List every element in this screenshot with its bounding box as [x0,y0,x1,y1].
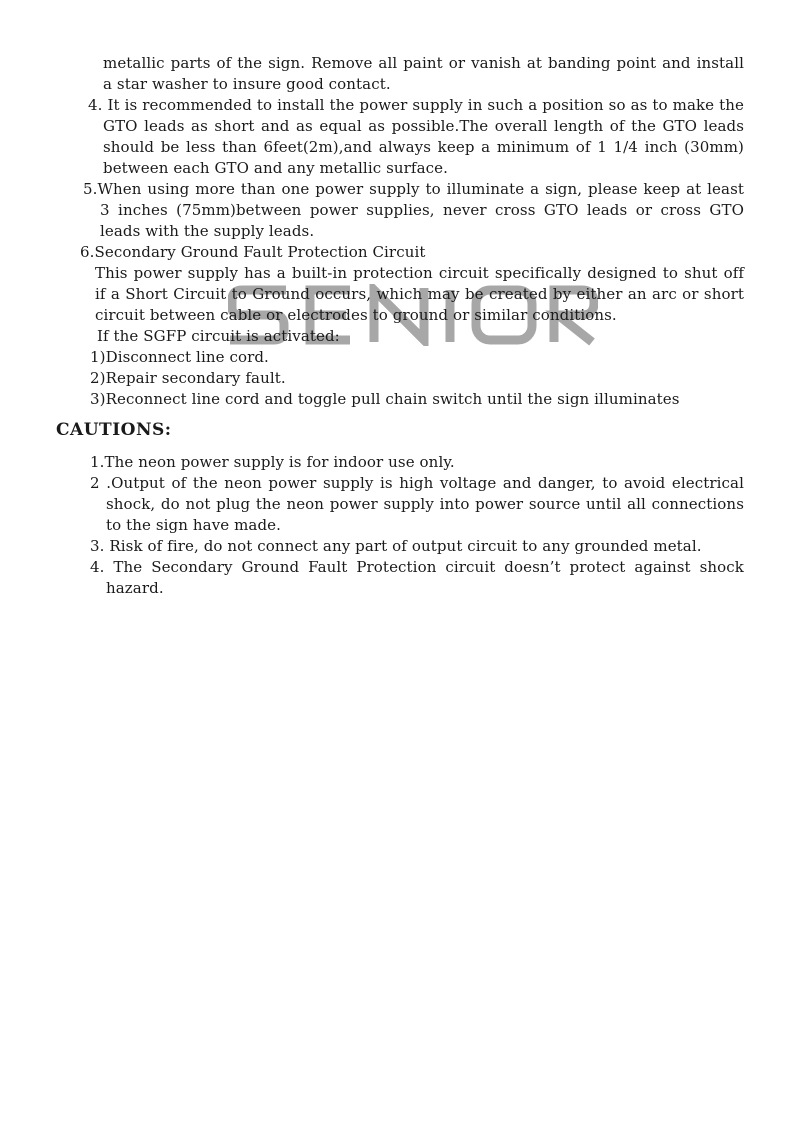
item-5-line-1: 5.When using more than one power supply to illuminate a sign, please keep at least [83,180,744,198]
item-4-line-4: between each GTO and any metallic surface. [103,159,448,177]
item-6-line-4: If the SGFP circuit is activated: [97,327,340,345]
item-5-line-3: leads with the supply leads. [100,222,315,240]
caution-4-line-2: hazard. [106,579,164,597]
caution-3: 3. Risk of fire, do not connect any part of output circuit to any grounded metal. [90,537,702,555]
caution-2-line-3: to the sign have made. [106,516,282,534]
item-4-line-1: 4. It is recommended to install the power supply in such a position so as to make the [88,96,744,114]
step-2: 2)Repair secondary fault. [90,369,286,387]
item-5-line-2: 3 inches (75mm)between power supplies, never cross GTO leads or cross GTO [100,201,744,219]
item-6-line-1: This power supply has a built-in protection circuit specifically designed to shut off [95,264,744,282]
item-6-title: 6.Secondary Ground Fault Protection Circuit [80,243,426,261]
line-1: metallic parts of the sign. Remove all paint or vanish at banding point and install [103,54,744,72]
caution-4-line-1: 4. The Secondary Ground Fault Protection circuit doesn’t protect against shock [90,558,744,576]
caution-2-line-1: 2 .Output of the neon power supply is high voltage and danger, to avoid electrical [90,474,744,492]
item-4-line-2: GTO leads as short and as equal as possible.The overall length of the GTO leads [103,117,744,135]
item-6-line-3: circuit between cable or electrodes to ground or similar conditions. [95,306,617,324]
item-6-line-2: if a Short Circuit to Ground occurs, which may be created by either an arc or short [95,285,744,303]
step-3: 3)Reconnect line cord and toggle pull chain switch until the sign illuminates [90,390,680,408]
cautions-heading: CAUTIONS: [56,420,172,440]
line-2: a star washer to insure good contact. [103,75,391,93]
step-1: 1)Disconnect line cord. [90,348,269,366]
caution-1: 1.The neon power supply is for indoor use only. [90,453,455,471]
caution-2-line-2: shock, do not plug the neon power supply into power source until all connections [106,495,744,513]
item-4-line-3: should be less than 6feet(2m),and always keep a minimum of 1 1/4 inch (30mm) [103,138,744,156]
